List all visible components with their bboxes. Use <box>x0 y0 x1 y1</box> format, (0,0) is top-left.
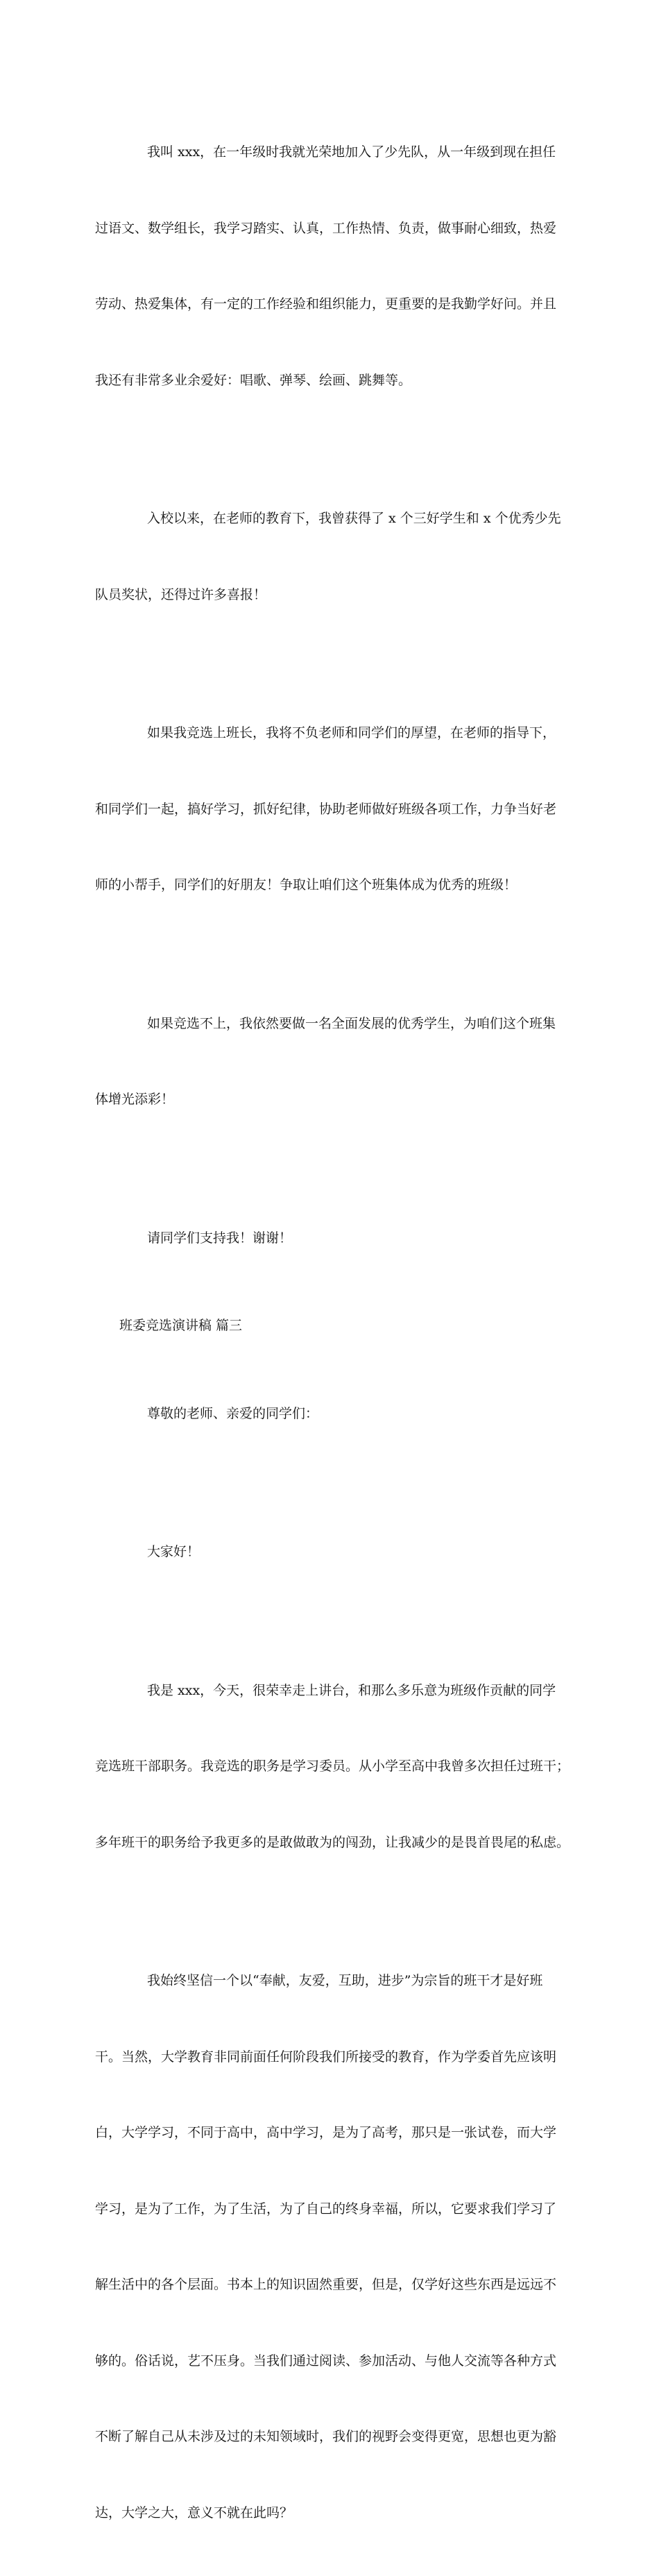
paragraph-if-not-elected <box>95 960 574 1163</box>
text-line: 我还有非常多业余爱好：唱歌、弹琴、绘画、跳舞等。 <box>95 372 412 388</box>
text-line: 入校以来，在老师的教育下，我曾获得了 x 个三好学生和 x 个优秀少先 <box>147 511 561 526</box>
text-line: 和同学们一起，搞好学习，抓好纪律，协助老师做好班级各项工作，力争当好老 <box>95 801 557 817</box>
paragraph-self-intro <box>95 1627 574 1906</box>
text-line: 竞选班干部职务。我竞选的职务是学习委员。从小学至高中我曾多次担任过班干； <box>95 1759 570 1774</box>
paragraph-awards <box>95 455 574 658</box>
text-line: 师的小帮手，同学们的好朋友！争取让咱们这个班集体成为优秀的班级！ <box>95 877 517 892</box>
text-line: 如果竞选不上，我依然要做一名全面发展的优秀学生，为咱们这个班集 <box>147 1015 556 1031</box>
text-line: 够的。俗话说，艺不压身。当我们通过阅读、参加活动、与他人交流等各种方式 <box>95 2353 557 2369</box>
section-heading: 班委竞选演讲稿 篇三 <box>119 1318 243 1333</box>
paragraph-if-elected <box>95 670 574 949</box>
text-line: 请同学们支持我！谢谢！ <box>147 1230 293 1246</box>
text-line: 过语文、数学组长，我学习踏实、认真，工作热情、负责，做事耐心细致，热爱 <box>95 220 557 236</box>
text-line: 达，大学之大，意义不就在此吗？ <box>95 2505 293 2520</box>
text-line: 学习，是为了工作，为了生活，为了自己的终身幸福，所以，它要求我们学习了 <box>95 2201 557 2217</box>
paragraph-thanks <box>95 1175 574 1302</box>
text-line: 劳动、热爱集体，有一定的工作经验和组织能力，更重要的是我勤学好问。并且 <box>95 296 557 312</box>
text-line: 我是 xxx，今天，很荣幸走上讲台，和那么多乐意为班级作贡献的同学 <box>147 1682 556 1698</box>
greeting <box>95 1350 574 1477</box>
paragraph-intro <box>95 89 574 443</box>
text-line: 解生活中的各个层面。书本上的知识固然重要，但是，仅学好这些东西是远远不 <box>95 2277 557 2292</box>
text-line: 体增光添彩！ <box>95 1092 175 1107</box>
text-line: 我叫 xxx，在一年级时我就光荣地加入了少先队，从一年级到现在担任 <box>147 144 556 160</box>
hello <box>95 1489 574 1616</box>
text-line: 尊敬的老师、亲爱的同学们： <box>147 1405 319 1421</box>
text-line: 我始终坚信一个以“奉献，友爱，互助，进步”为宗旨的班干才是好班 <box>147 1973 543 1988</box>
text-line: 干。当然，大学教育非同前面任何阶段我们所接受的教育，作为学委首先应该明 <box>95 2049 557 2065</box>
text-line: 白，大学学习，不同于高中，高中学习，是为了高考，那只是一张试卷，而大学 <box>95 2125 557 2140</box>
text-line: 队员奖状，还得过许多喜报！ <box>95 586 267 602</box>
document-page <box>95 89 574 2576</box>
text-line: 多年班干的职务给予我更多的是敢做敢为的闯劲，让我减少的是畏首畏尾的私虑。 <box>95 1834 570 1850</box>
text-line: 如果我竞选上班长，我将不负老师和同学们的厚望，在老师的指导下， <box>147 725 556 740</box>
paragraph-belief <box>95 1917 574 2576</box>
text-line: 大家好！ <box>147 1544 200 1559</box>
text-line: 不断了解自己从未涉及过的未知领域时，我们的视野会变得更宽，思想也更为豁 <box>95 2429 557 2444</box>
